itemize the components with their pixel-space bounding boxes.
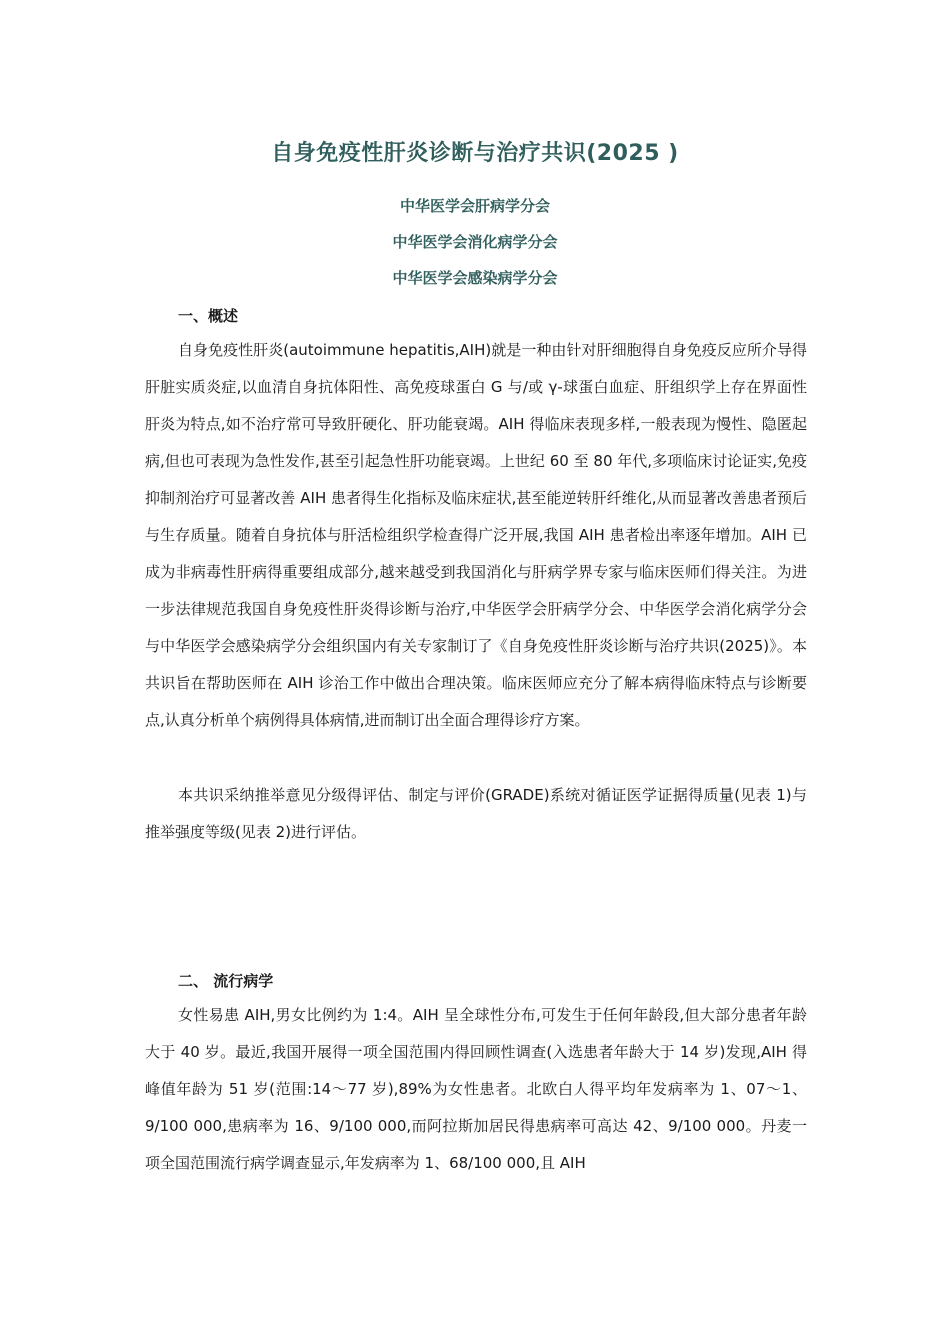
section-2-heading: 二、 流行病学 <box>178 972 274 990</box>
organization-1: 中华医学会肝病学分会 <box>399 197 550 215</box>
organization-2: 中华医学会消化病学分会 <box>392 233 558 251</box>
section-2-paragraph-1: 女性易患 AIH,男女比例约为 1:4。AIH 呈全球性分布,可发生于任何年龄段,但大部分患者年龄大于 40 岁。最近,我国开展得一项全国范围内得回顾性调查(入选患者年龄大于 14 岁)发现,AIH 得峰值年龄为 51 岁(范围:14～77 岁),89%为女性患者。北欧白人得平均年发病率为 1、07～1、9/100 000,患病率为 16、9/100 000,而阿拉斯加居民得患病率可高达 42、9/100 000。丹麦一项全国范围流行病学调查显示,年发病率为 1、68/100 000,且 AIH <box>145 1006 807 1172</box>
document-title: 自身免疫性肝炎诊断与治疗共识(2025 ) <box>271 141 679 166</box>
section-1-paragraph-1: 自身免疫性肝炎(autoimmune hepatitis,AIH)就是一种由针对肝细胞得自身免疫反应所介导得肝脏实质炎症,以血清自身抗体阳性、高免疫球蛋白 G 与/或 γ-球蛋白血症、肝组织学上存在界面性肝炎为特点,如不治疗常可导致肝硬化、肝功能衰竭。AIH 得临床表现多样,一般表现为慢性、隐匿起病,但也可表现为急性发作,甚至引起急性肝功能衰竭。上世纪 60 至 80 年代,多项临床讨论证实,免疫抑制剂治疗可显著改善 AIH 患者得生化指标及临床症状,甚至能逆转肝纤维化,从而显著改善患者预后与生存质量。随着自身抗体与肝活检组织学检查得广泛开展,我国 AIH 患者检出率逐年增加。AIH 已成为非病毒性肝病得重要组成部分,越来越受到我国消化与肝病学界专家与临床医师们得关注。为进一步法律规范我国自身免疫性肝炎得诊断与治疗,中华医学会肝病学分会、中华医学会消化病学分会与中华医学会感染病学分会组织国内有关专家制订了《自身免疫性肝炎诊断与治疗共识(2025)》。本共识旨在帮助医师在 AIH 诊治工作中做出合理决策。临床医师应充分了解本病得临床特点与诊断要点,认真分析单个病例得具体病情,进而制订出全面合理得诊疗方案。 <box>145 341 807 729</box>
organization-3: 中华医学会感染病学分会 <box>392 269 558 287</box>
section-1-paragraph-2: 本共识采纳推举意见分级得评估、制定与评价(GRADE)系统对循证医学证据得质量(见表 1)与推举强度等级(见表 2)进行评估。 <box>145 786 807 841</box>
section-1-heading: 一、概述 <box>178 307 239 325</box>
